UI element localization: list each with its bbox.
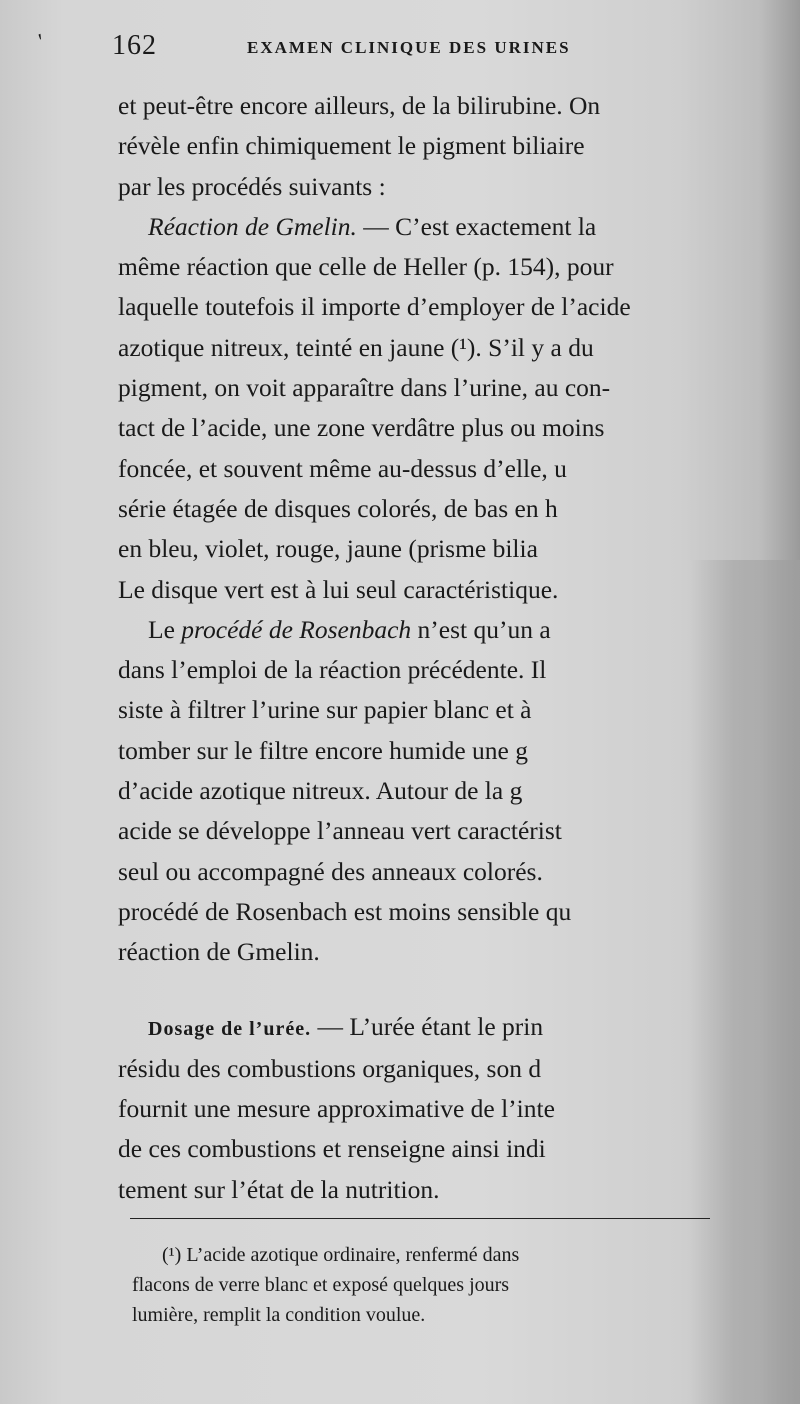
text-fragment: — L’urée étant le prin: [311, 1011, 544, 1041]
text-line: par les procédés suivants :: [118, 171, 386, 201]
page-number: 162: [112, 30, 157, 61]
footnote-line: flacons de verre blanc et exposé quelques jours: [132, 1274, 510, 1296]
text-line: procédé de Rosenbach est moins sensible qu: [118, 896, 572, 926]
text-line: acide se développe l’anneau vert caractérist: [118, 816, 562, 846]
text-line: tement sur l’état de la nutrition.: [118, 1174, 440, 1204]
text-line: pigment, on voit apparaître dans l’urine, au con-: [118, 373, 611, 403]
paragraph-rosenbach: [118, 610, 728, 973]
footnote-line: (¹) L’acide azotique ordinaire, renfermé dans: [162, 1244, 520, 1266]
text-line: réaction de Gmelin.: [118, 937, 320, 967]
paragraph-gmelin: [118, 207, 728, 610]
footnote-divider: [130, 1218, 710, 1219]
text-line: laquelle toutefois il importe d’employer de l’acide: [118, 292, 631, 322]
paragraph-spacer: [118, 973, 728, 1007]
text-line: seul ou accompagné des anneaux colorés.: [118, 856, 543, 886]
text-fragment: Le: [148, 614, 182, 644]
text-line: révèle enfin chimiquement le pigment biliaire: [118, 131, 585, 161]
text-line: résidu des combustions organiques, son d: [118, 1053, 542, 1083]
paragraph-1: [118, 86, 728, 207]
footnote: [132, 1240, 722, 1330]
text-line: [118, 1007, 728, 1049]
text-line: série étagée de disques colorés, de bas en h: [118, 493, 558, 523]
text-line: même réaction que celle de Heller (p. 154), pour: [118, 252, 614, 282]
text-line: foncée, et souvent même au-dessus d’elle, u: [118, 453, 567, 483]
running-title: EXAMEN CLINIQUE DES URINES: [247, 38, 571, 57]
text-line: azotique nitreux, teinté en jaune (¹). S’il y a du: [118, 332, 594, 362]
text-fragment: n’est qu’un a: [411, 614, 551, 644]
section-title-gmelin: Réaction de Gmelin.: [148, 211, 357, 241]
text-line: tomber sur le filtre encore humide une g: [118, 735, 528, 765]
text-line: siste à filtrer l’urine sur papier blanc et à: [118, 695, 532, 725]
text-line: Le disque vert est à lui seul caractéristique.: [118, 574, 559, 604]
text-line: fournit une mesure approximative de l’inte: [118, 1094, 555, 1124]
text-line: et peut-être encore ailleurs, de la bilirubine. On: [118, 91, 601, 120]
text-line: [118, 207, 728, 247]
section-title-rosenbach: procédé de Rosenbach: [181, 614, 412, 644]
text-line: de ces combustions et renseigne ainsi indi: [118, 1134, 546, 1164]
page-header: [112, 30, 732, 70]
text-line: tact de l’acide, une zone verdâtre plus ou moins: [118, 413, 605, 443]
text-line: dans l’emploi de la réaction précédente. Il: [118, 655, 547, 685]
paragraph-dosage: [118, 1007, 728, 1210]
section-title-dosage: Dosage de l’urée.: [148, 1017, 312, 1040]
text-fragment: — C’est exactement la: [356, 211, 597, 241]
text-line: en bleu, violet, rouge, jaune (prisme bilia: [118, 534, 538, 564]
body-text: [118, 86, 728, 1210]
text-line: [118, 610, 728, 650]
pen-mark: ′: [34, 28, 50, 53]
footnote-line: lumière, remplit la condition voulue.: [132, 1304, 426, 1326]
text-line: d’acide azotique nitreux. Autour de la g: [118, 776, 523, 806]
